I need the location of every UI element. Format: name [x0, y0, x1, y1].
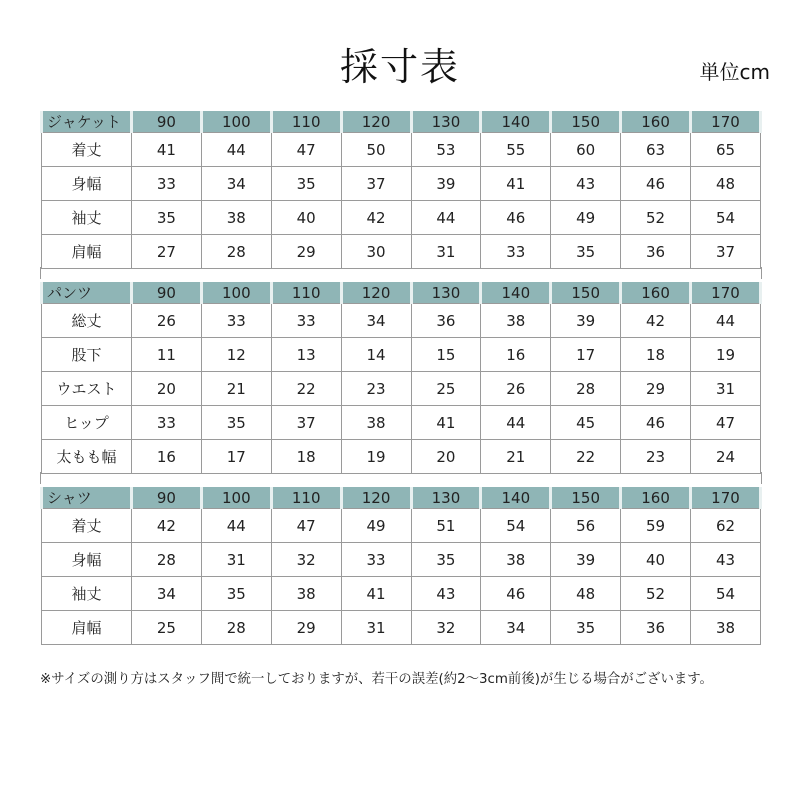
size-header: 110	[271, 487, 341, 509]
table-cell: 28	[551, 372, 621, 406]
unit-label: 単位cm	[699, 60, 770, 84]
size-header: 130	[411, 487, 481, 509]
size-header: 140	[481, 111, 551, 133]
size-header: 110	[271, 282, 341, 304]
table-cell: 31	[201, 543, 271, 577]
table-cell: 33	[341, 543, 411, 577]
table-cell: 28	[201, 611, 271, 645]
size-header: 90	[132, 487, 202, 509]
table-cell: 43	[411, 577, 481, 611]
table-cell: 29	[621, 372, 691, 406]
table-row	[42, 611, 761, 645]
row-label: 身幅	[42, 543, 132, 577]
table-row	[42, 543, 761, 577]
table-cell: 22	[551, 440, 621, 474]
table-row	[42, 406, 761, 440]
size-header: 150	[551, 111, 621, 133]
table-cell: 46	[621, 406, 691, 440]
table-cell: 41	[411, 406, 481, 440]
table-header-row	[42, 111, 761, 133]
jacket-size-table	[40, 111, 762, 269]
table-cell: 31	[691, 372, 761, 406]
table-cell: 45	[551, 406, 621, 440]
table-cell: 27	[132, 235, 202, 269]
size-header: 160	[621, 111, 691, 133]
table-row	[42, 577, 761, 611]
table-cell: 46	[481, 577, 551, 611]
table-cell: 55	[481, 133, 551, 167]
row-label: 肩幅	[42, 611, 132, 645]
table-row	[42, 201, 761, 235]
table-cell: 35	[132, 201, 202, 235]
table-header-row	[42, 487, 761, 509]
size-header: 90	[132, 282, 202, 304]
table-cell: 33	[201, 304, 271, 338]
table-cell: 26	[132, 304, 202, 338]
table-cell: 11	[132, 338, 202, 372]
size-header: 90	[132, 111, 202, 133]
size-header: 160	[621, 282, 691, 304]
table-cell: 28	[132, 543, 202, 577]
section-spacer	[40, 267, 762, 279]
table-cell: 54	[691, 577, 761, 611]
section-spacer	[40, 472, 762, 484]
table-cell: 44	[481, 406, 551, 440]
row-label: 太もも幅	[42, 440, 132, 474]
size-header: 170	[691, 487, 761, 509]
table-cell: 33	[271, 304, 341, 338]
table-cell: 63	[621, 133, 691, 167]
row-label: 股下	[42, 338, 132, 372]
table-cell: 35	[411, 543, 481, 577]
table-cell: 19	[341, 440, 411, 474]
table-cell: 15	[411, 338, 481, 372]
size-header: 120	[341, 111, 411, 133]
table-cell: 36	[411, 304, 481, 338]
table-cell: 52	[621, 201, 691, 235]
table-row	[42, 338, 761, 372]
table-cell: 13	[271, 338, 341, 372]
table-cell: 49	[341, 509, 411, 543]
table-row	[42, 133, 761, 167]
table-cell: 49	[551, 201, 621, 235]
table-cell: 44	[201, 133, 271, 167]
table-cell: 44	[691, 304, 761, 338]
table-cell: 38	[271, 577, 341, 611]
table-cell: 34	[481, 611, 551, 645]
table-cell: 41	[132, 133, 202, 167]
section-name: パンツ	[42, 282, 132, 304]
size-header: 130	[411, 111, 481, 133]
pants-size-table	[40, 282, 762, 474]
size-header: 130	[411, 282, 481, 304]
table-cell: 28	[201, 235, 271, 269]
table-cell: 65	[691, 133, 761, 167]
table-cell: 38	[691, 611, 761, 645]
table-cell: 62	[691, 509, 761, 543]
table-cell: 54	[481, 509, 551, 543]
table-cell: 42	[621, 304, 691, 338]
table-cell: 29	[271, 611, 341, 645]
table-cell: 41	[481, 167, 551, 201]
table-cell: 47	[691, 406, 761, 440]
table-cell: 16	[132, 440, 202, 474]
table-cell: 52	[621, 577, 691, 611]
table-cell: 38	[201, 201, 271, 235]
table-row	[42, 440, 761, 474]
size-header: 100	[201, 111, 271, 133]
table-cell: 23	[621, 440, 691, 474]
table-cell: 38	[481, 543, 551, 577]
table-cell: 18	[621, 338, 691, 372]
table-cell: 34	[132, 577, 202, 611]
row-label: 肩幅	[42, 235, 132, 269]
table-cell: 12	[201, 338, 271, 372]
table-cell: 53	[411, 133, 481, 167]
row-label: 総丈	[42, 304, 132, 338]
size-header: 120	[341, 487, 411, 509]
table-cell: 14	[341, 338, 411, 372]
table-cell: 44	[201, 509, 271, 543]
section-name: シャツ	[42, 487, 132, 509]
table-cell: 43	[691, 543, 761, 577]
table-cell: 36	[621, 611, 691, 645]
table-cell: 35	[201, 406, 271, 440]
table-cell: 25	[132, 611, 202, 645]
table-cell: 42	[341, 201, 411, 235]
table-cell: 47	[271, 133, 341, 167]
table-cell: 38	[341, 406, 411, 440]
table-cell: 20	[411, 440, 481, 474]
table-cell: 48	[691, 167, 761, 201]
table-cell: 17	[201, 440, 271, 474]
table-cell: 30	[341, 235, 411, 269]
size-header: 170	[691, 111, 761, 133]
table-cell: 21	[481, 440, 551, 474]
table-cell: 43	[551, 167, 621, 201]
table-cell: 35	[551, 235, 621, 269]
table-cell: 20	[132, 372, 202, 406]
measurement-note: ※サイズの測り方はスタッフ間で統一しておりますが、若干の誤差(約2～3cm前後)が生じる場合がございます。	[40, 672, 713, 687]
table-cell: 16	[481, 338, 551, 372]
table-cell: 32	[271, 543, 341, 577]
table-cell: 34	[341, 304, 411, 338]
table-cell: 42	[132, 509, 202, 543]
table-cell: 33	[481, 235, 551, 269]
table-cell: 31	[341, 611, 411, 645]
table-row	[42, 372, 761, 406]
table-cell: 46	[481, 201, 551, 235]
table-cell: 18	[271, 440, 341, 474]
size-header: 120	[341, 282, 411, 304]
table-cell: 46	[621, 167, 691, 201]
table-cell: 41	[341, 577, 411, 611]
size-header: 160	[621, 487, 691, 509]
table-cell: 17	[551, 338, 621, 372]
size-header: 110	[271, 111, 341, 133]
size-header: 140	[481, 487, 551, 509]
row-label: 着丈	[42, 509, 132, 543]
table-row	[42, 167, 761, 201]
table-cell: 39	[551, 304, 621, 338]
table-cell: 54	[691, 201, 761, 235]
size-header: 100	[201, 282, 271, 304]
table-cell: 37	[271, 406, 341, 440]
table-row	[42, 509, 761, 543]
table-cell: 31	[411, 235, 481, 269]
size-header: 170	[691, 282, 761, 304]
table-cell: 35	[271, 167, 341, 201]
row-label: 袖丈	[42, 577, 132, 611]
table-cell: 39	[411, 167, 481, 201]
table-cell: 39	[551, 543, 621, 577]
table-cell: 19	[691, 338, 761, 372]
table-cell: 24	[691, 440, 761, 474]
size-header: 150	[551, 282, 621, 304]
table-row	[42, 235, 761, 269]
section-name: ジャケット	[42, 111, 132, 133]
shirt-size-table	[40, 487, 762, 645]
table-cell: 51	[411, 509, 481, 543]
size-header: 140	[481, 282, 551, 304]
table-cell: 35	[201, 577, 271, 611]
row-label: 身幅	[42, 167, 132, 201]
table-cell: 34	[201, 167, 271, 201]
row-label: 着丈	[42, 133, 132, 167]
table-cell: 33	[132, 167, 202, 201]
table-cell: 40	[621, 543, 691, 577]
table-cell: 59	[621, 509, 691, 543]
table-cell: 48	[551, 577, 621, 611]
table-row	[42, 304, 761, 338]
table-cell: 36	[621, 235, 691, 269]
table-cell: 37	[691, 235, 761, 269]
table-cell: 40	[271, 201, 341, 235]
table-cell: 50	[341, 133, 411, 167]
size-header: 150	[551, 487, 621, 509]
table-header-row	[42, 282, 761, 304]
table-cell: 26	[481, 372, 551, 406]
table-cell: 29	[271, 235, 341, 269]
table-cell: 47	[271, 509, 341, 543]
table-cell: 23	[341, 372, 411, 406]
table-cell: 25	[411, 372, 481, 406]
table-cell: 38	[481, 304, 551, 338]
row-label: 袖丈	[42, 201, 132, 235]
size-header: 100	[201, 487, 271, 509]
table-cell: 33	[132, 406, 202, 440]
table-cell: 35	[551, 611, 621, 645]
table-cell: 60	[551, 133, 621, 167]
table-cell: 56	[551, 509, 621, 543]
table-cell: 37	[341, 167, 411, 201]
table-cell: 32	[411, 611, 481, 645]
row-label: ウエスト	[42, 372, 132, 406]
table-cell: 22	[271, 372, 341, 406]
table-cell: 44	[411, 201, 481, 235]
table-cell: 21	[201, 372, 271, 406]
row-label: ヒップ	[42, 406, 132, 440]
page-title: 採寸表	[339, 45, 460, 89]
